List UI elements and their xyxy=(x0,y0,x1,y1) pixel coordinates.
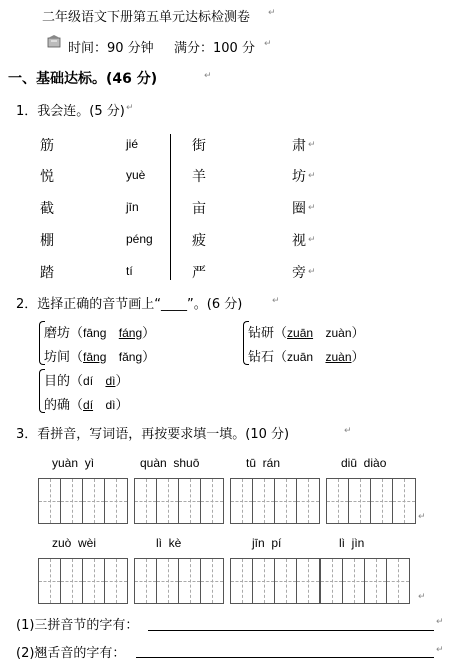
time-info: 时间：90 分钟 xyxy=(68,41,154,56)
paragraph-mark: ↵ xyxy=(272,296,280,306)
pinyin-option[interactable]: fāng xyxy=(83,326,107,340)
char: 截 xyxy=(40,201,54,217)
answer-line[interactable] xyxy=(148,630,434,631)
q2-label: 2．选择正确的音节画上“____”。(6 分) xyxy=(16,297,243,312)
paragraph-mark: ↵ xyxy=(308,267,316,277)
paragraph-mark: ↵ xyxy=(418,592,426,602)
writing-grid[interactable] xyxy=(230,478,320,524)
score-info: 满分：100 分 xyxy=(174,41,255,56)
char: 肃 xyxy=(292,138,306,154)
divider-line xyxy=(170,134,171,280)
option-row xyxy=(248,322,365,341)
paragraph-mark: ↵ xyxy=(204,71,212,81)
pinyin: jīn xyxy=(126,200,139,214)
option-row xyxy=(44,322,155,341)
pinyin-option[interactable]: dí xyxy=(83,374,94,388)
char: 圈 xyxy=(292,201,306,217)
paragraph-mark: ↵ xyxy=(126,103,134,113)
pinyin-option-underlined[interactable]: dì xyxy=(105,374,116,388)
option-row xyxy=(44,394,128,413)
paragraph-mark: ↵ xyxy=(308,235,316,245)
q1-label: 1．我会连。(5 分) xyxy=(16,104,125,119)
writing-grid[interactable] xyxy=(38,558,128,604)
pinyin-prompt: yuàn yì xyxy=(52,456,95,470)
paren-open: （ xyxy=(274,350,288,365)
paragraph-mark: ↵ xyxy=(308,140,316,150)
pinyin-prompt: zuò wèi xyxy=(52,536,97,550)
paren-open: （ xyxy=(70,326,84,341)
char: 羊 xyxy=(192,169,206,185)
char: 疲 xyxy=(192,233,206,249)
char: 棚 xyxy=(40,233,54,249)
word: 的确 xyxy=(44,398,71,413)
paragraph-mark: ↵ xyxy=(344,426,352,436)
paragraph-mark: ↵ xyxy=(436,617,444,627)
pinyin-prompt: diū diào xyxy=(341,456,387,470)
pinyin: péng xyxy=(126,232,153,246)
paren-open: （ xyxy=(70,374,84,389)
pinyin-option[interactable]: zuàn xyxy=(325,326,352,340)
option-row xyxy=(44,346,155,365)
char: 视 xyxy=(292,233,306,249)
option-row xyxy=(44,370,128,389)
writing-grid[interactable] xyxy=(230,558,320,604)
char: 亩 xyxy=(192,201,206,217)
pinyin-option[interactable]: fǎng xyxy=(118,350,143,364)
writing-grid[interactable] xyxy=(134,558,224,604)
pinyin-prompt: lì kè xyxy=(156,536,182,550)
pinyin-option-underlined[interactable]: dí xyxy=(83,398,94,412)
document-title: 二年级语文下册第五单元达标检测卷 xyxy=(42,10,251,25)
paren-open: （ xyxy=(70,350,84,365)
writing-grid[interactable] xyxy=(134,478,224,524)
char: 悦 xyxy=(40,169,54,185)
pinyin-prompt: jīn pí xyxy=(252,536,282,550)
pinyin-prompt: quàn shuō xyxy=(140,456,200,470)
char: 踏 xyxy=(40,265,54,281)
section1-heading: 一、基础达标。(46 分) xyxy=(8,71,158,87)
pinyin-option-underlined[interactable]: zuān xyxy=(287,326,314,340)
word: 钻研 xyxy=(248,326,275,341)
writing-grid[interactable] xyxy=(326,478,416,524)
paren-close: ） xyxy=(142,326,156,341)
paragraph-mark: ↵ xyxy=(436,645,444,655)
pinyin: tí xyxy=(126,264,133,278)
word: 钻石 xyxy=(248,350,275,365)
char: 严 xyxy=(192,265,206,281)
word: 坊间 xyxy=(44,350,71,365)
paragraph-mark: ↵ xyxy=(308,171,316,181)
pinyin-option-underlined[interactable]: fāng xyxy=(83,350,107,364)
paren-open: （ xyxy=(70,398,84,413)
paragraph-mark: ↵ xyxy=(268,8,276,18)
paren-close: ） xyxy=(115,398,129,413)
pinyin: yuè xyxy=(126,168,146,182)
paren-close: ） xyxy=(115,374,129,389)
paragraph-mark: ↵ xyxy=(308,203,316,213)
char: 旁 xyxy=(292,265,306,281)
pinyin-option-underlined[interactable]: zuàn xyxy=(325,350,352,364)
writing-grid[interactable] xyxy=(38,478,128,524)
char: 街 xyxy=(192,138,206,154)
paren-open: （ xyxy=(274,326,288,341)
option-row xyxy=(248,346,365,365)
char: 坊 xyxy=(292,169,306,185)
pinyin-prompt: tū rán xyxy=(246,456,281,470)
writing-grid[interactable] xyxy=(320,558,410,604)
paragraph-mark: ↵ xyxy=(264,39,272,49)
char: 筋 xyxy=(40,138,54,154)
word: 磨坊 xyxy=(44,326,71,341)
answer-line[interactable] xyxy=(136,657,434,658)
pinyin: jié xyxy=(126,137,139,151)
pinyin-option[interactable]: dì xyxy=(105,398,116,412)
fill-prompt-1: (1)三拼音节的字有： xyxy=(16,618,139,633)
paragraph-mark: ↵ xyxy=(418,512,426,522)
q3-label: 3．看拼音，写词语，再按要求填一填。(10 分) xyxy=(16,427,290,442)
clock-icon xyxy=(46,35,62,49)
fill-prompt-2: (2)翘舌音的字有： xyxy=(16,646,126,661)
pinyin-option-underlined[interactable]: fáng xyxy=(118,326,143,340)
word: 目的 xyxy=(44,374,71,389)
paren-close: ） xyxy=(351,350,365,365)
paren-close: ） xyxy=(142,350,156,365)
paren-close: ） xyxy=(351,326,365,341)
pinyin-prompt: lì jìn xyxy=(339,536,365,550)
pinyin-option[interactable]: zuān xyxy=(287,350,314,364)
